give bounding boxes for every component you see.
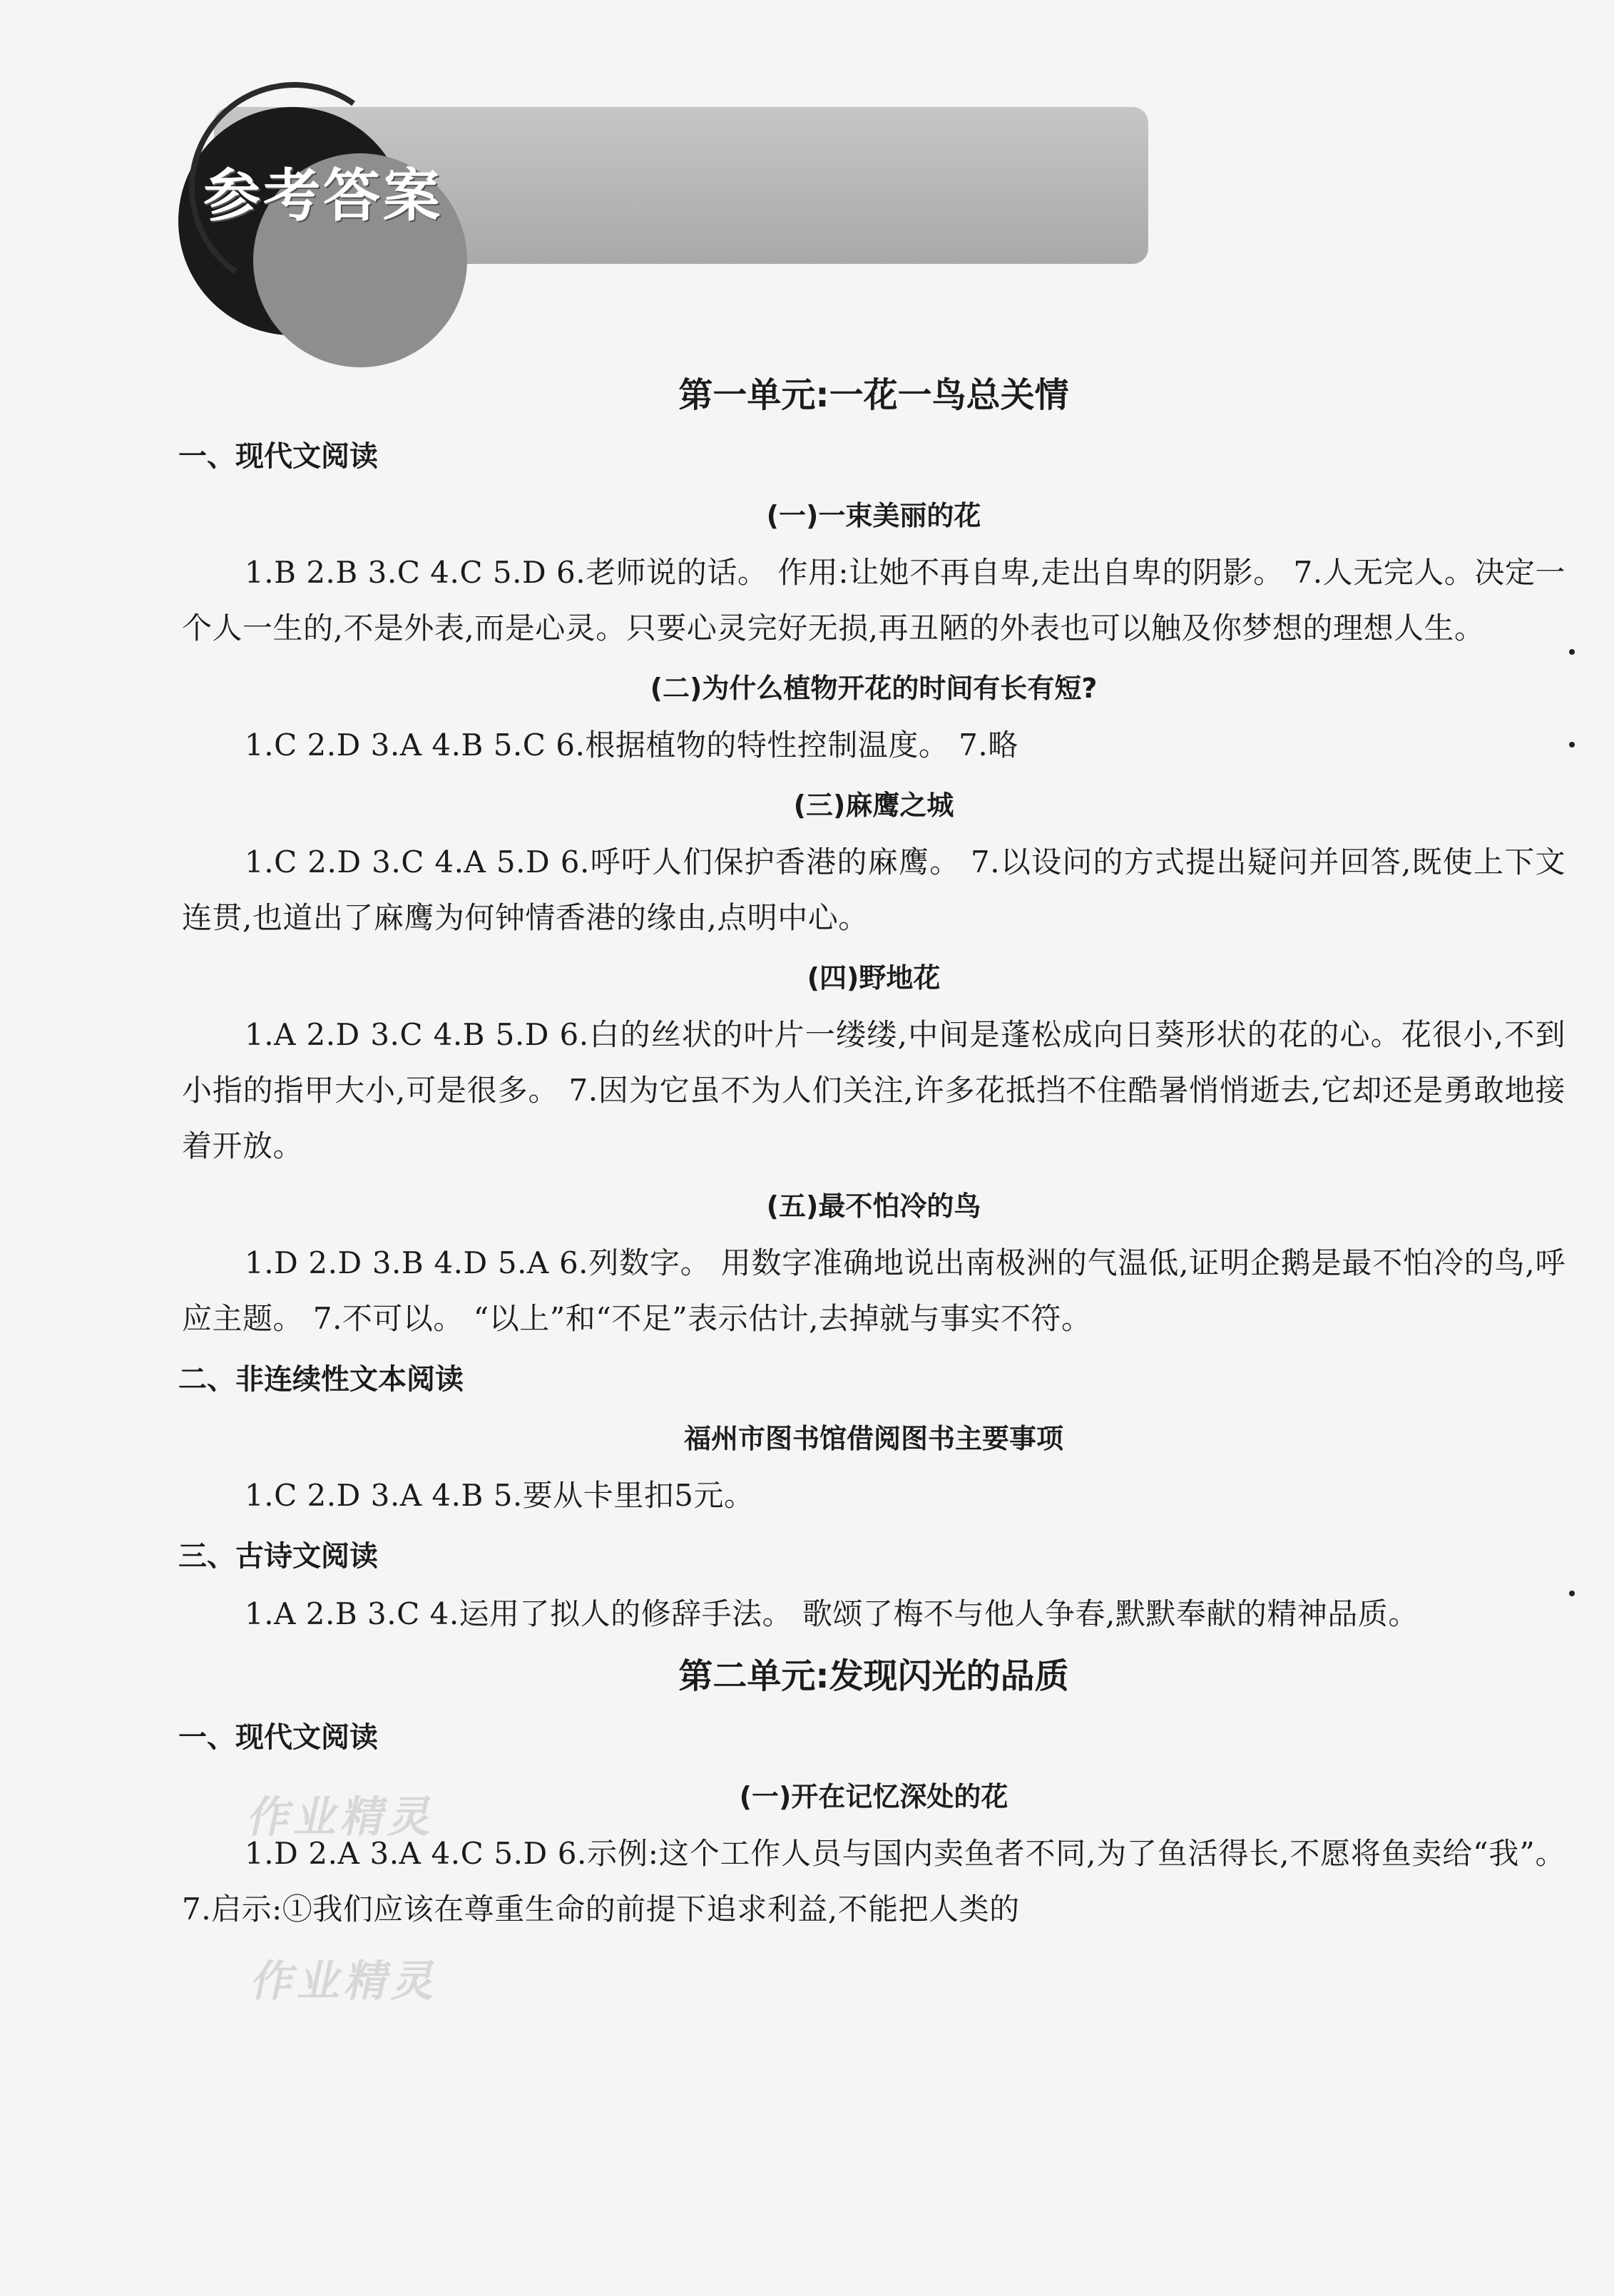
passage-title: (三)麻鹰之城 [793,790,954,821]
passage-title: (五)最不怕冷的鸟 [766,1190,981,1222]
passage-answer: 1.D 2.A 3.A 4.C 5.D 6.示例:这个工作人员与国内卖鱼者不同,为了鱼活得长,不愿将鱼卖给“我”。 7.启示:①我们应该在尊重生命的前提下追求利益,不能把人类的 [182,1836,1566,1927]
passage-title: (二)为什么植物开花的时间有长有短? [650,673,1098,704]
passage-title: (一)开在记忆深处的花 [739,1781,1008,1812]
passage-title: (一)一束美丽的花 [766,500,981,531]
scan-dot [1569,1591,1575,1596]
page-title: 参考答案 [203,163,443,229]
passage-answer: 1.A 2.D 3.C 4.B 5.D 6.白的丝状的叶片一缕缕,中间是蓬松成向日葵形状的花的心。花很小,不到小指的指甲大小,可是很多。 7.因为它虽不为人们关注,许多花抵挡不住酷暑悄悄逝去,它却还是勇敢地接着开放。 [182,1017,1566,1163]
watermark: 作业精灵 [247,1956,446,2006]
section-heading: 一、现代文阅读 [178,440,378,473]
passage-answer: 1.A 2.B 3.C 4.运用了拟人的修辞手法。 歌颂了梅不与他人争春,默默奉献的精神品质。 [245,1596,1419,1631]
watermark: 作业精灵 [243,1792,443,1842]
scan-dot [1569,649,1575,655]
section-heading: 二、非连续性文本阅读 [178,1363,464,1396]
unit-title: 第一单元:一花一鸟总关情 [678,375,1069,415]
unit-title: 第二单元:发现闪光的品质 [678,1656,1069,1696]
passage-title: (四)野地花 [807,962,941,994]
answer-content [178,364,1566,1940]
section-heading: 一、现代文阅读 [178,1721,378,1754]
section-heading: 三、古诗文阅读 [178,1540,378,1573]
passage-answer: 1.C 2.D 3.C 4.A 5.D 6.呼吁人们保护香港的麻鹰。 7.以设问的方式提出疑问并回答,既使上下文连贯,也道出了麻鹰为何钟情香港的缘由,点明中心。 [182,845,1566,935]
passage-answer: 1.D 2.D 3.B 4.D 5.A 6.列数字。 用数字准确地说出南极洲的气温低,证明企鹅是最不怕冷的鸟,呼应主题。 7.不可以。 “以上”和“不足”表示估计,去掉就与事实不符。 [182,1245,1566,1336]
passage-answer: 1.C 2.D 3.A 4.B 5.C 6.根据植物的特性控制温度。 7.略 [245,728,1018,762]
passage-answer: 1.B 2.B 3.C 4.C 5.D 6.老师说的话。 作用:让她不再自卑,走出自卑的阴影。 7.人无完人。决定一个人一生的,不是外表,而是心灵。只要心灵完好无损,再丑陋的外表也可以触及你梦想的理想人生。 [182,555,1566,646]
passage-title: 福州市图书馆借阅图书主要事项 [683,1423,1063,1454]
passage-answer: 1.C 2.D 3.A 4.B 5.要从卡里扣5元。 [245,1478,755,1513]
scan-dot [1569,742,1575,748]
